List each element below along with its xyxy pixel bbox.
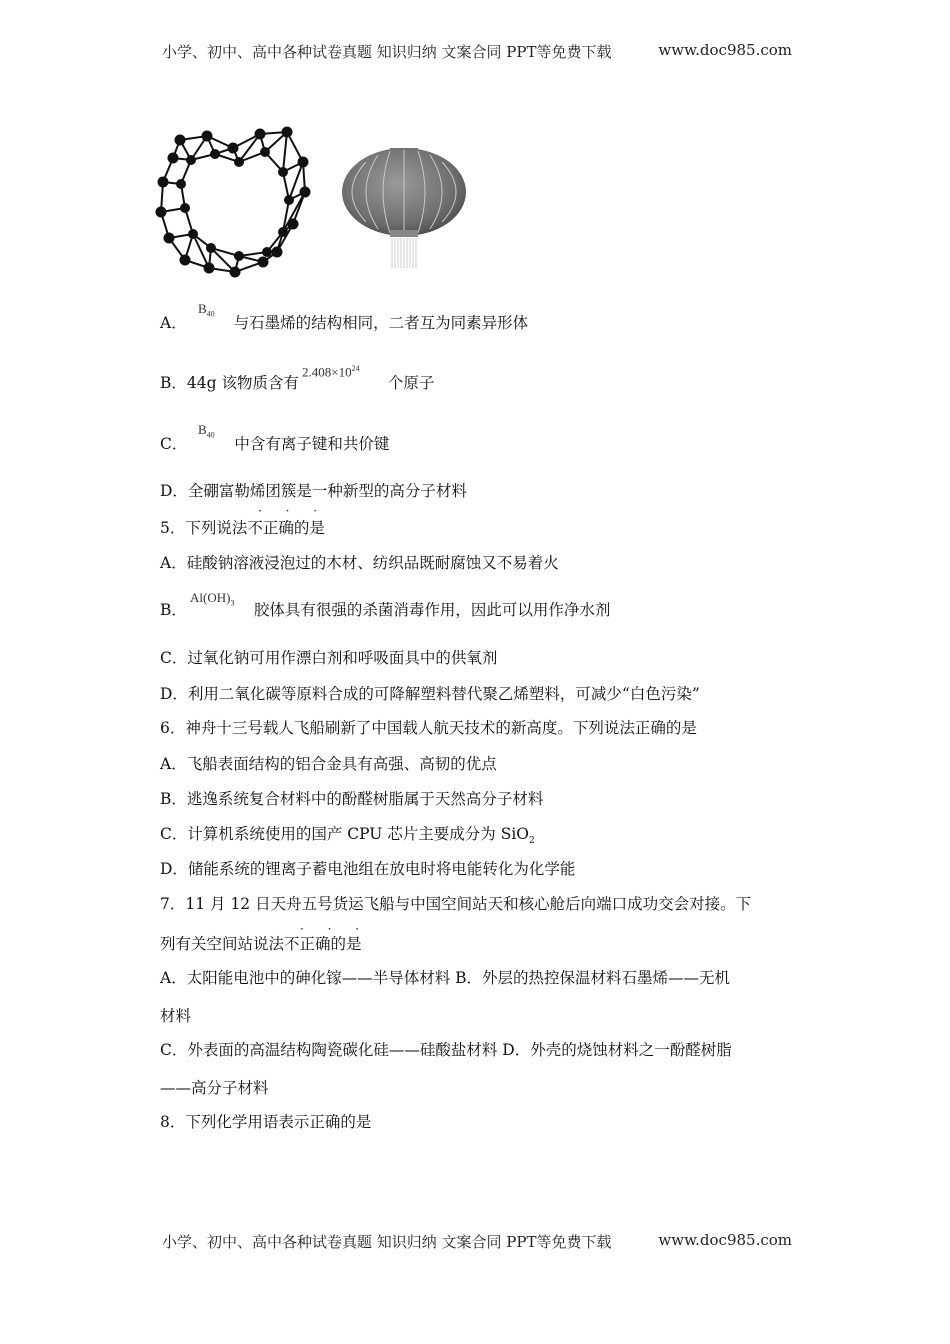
q6-stem: 6．神舟十三号载人飞船刷新了中国载人航天技术的新高度。下列说法正确的是: [160, 719, 697, 737]
option-text: C．计算机系统使用的国产 CPU 芯片主要成分为 SiO: [160, 825, 530, 843]
emphasis-dots: · · ·: [258, 504, 328, 518]
footer-url: www.doc985.com: [658, 1231, 792, 1249]
q7-options-cd-line1: C．外表面的高温结构陶瓷碳化硅——硅酸盐材料 D．外壳的烧蚀材料之一酚醛树脂: [160, 1041, 732, 1059]
option-label: C．: [160, 435, 188, 453]
subscript: 2: [529, 836, 535, 847]
q5-stem: 5．下列说法不正确的是: [160, 519, 325, 537]
q5-option-c: C．过氧化钠可用作漂白剂和呼吸面具中的供氧剂: [160, 649, 498, 667]
q5-option-d: D．利用二氧化碳等原料合成的可降解塑料替代聚乙烯塑料，可减少“白色污染”: [160, 685, 700, 703]
red-lantern-picture: [340, 122, 470, 272]
option-text: 中含有离子键和共价键: [234, 435, 390, 453]
q7-options-ab-line1: A．太阳能电池中的砷化镓——半导体材料 B．外层的热控保温材料石墨烯——无机: [160, 969, 731, 987]
q5-option-b: [160, 590, 611, 620]
header-url: www.doc985.com: [658, 41, 792, 59]
q4-option-d: D．全硼富勒烯团簇是一种新型的高分子材料: [160, 482, 467, 500]
q6-option-b: B．逃逸系统复合材料中的酚醛树脂属于天然高分子材料: [160, 790, 544, 808]
header-left-text: 小学、初中、高中各种试卷真题 知识归纳 文案合同 PPT等免费下载: [162, 43, 612, 61]
borospherene-cluster-diagram: [155, 122, 315, 282]
q5-option-a: A．硅酸钠溶液浸泡过的木材、纺织品既耐腐蚀又不易着火: [160, 554, 559, 572]
emphasis-dots: · · ·: [300, 922, 370, 936]
page-footer: [162, 1231, 792, 1252]
option-text: 胶体具有很强的杀菌消毒作用，因此可以用作净水剂: [253, 601, 611, 619]
figure-row: [155, 122, 485, 272]
q8-stem: 8．下列化学用语表示正确的是: [160, 1113, 372, 1131]
q7-stem-line1: 7．11 月 12 日天舟五号货运飞船与中国空间站天和核心舱后向端口成功交会对接。下: [160, 895, 752, 913]
q7-stem-line2: 列有关空间站说法不正确的是: [160, 935, 362, 953]
formula-b40: $B_{40}$: [198, 301, 215, 319]
q7-options-ab-line2: 材料: [160, 1007, 192, 1025]
q6-option-d: D．储能系统的锂离子蓄电池组在放电时将电能转化为化学能: [160, 860, 576, 878]
footer-left-text: 小学、初中、高中各种试卷真题 知识归纳 文案合同 PPT等免费下载: [162, 1233, 612, 1251]
q4-option-a: [160, 301, 529, 333]
page-header: [162, 41, 792, 62]
q4-option-b: [160, 364, 435, 393]
option-text: 个原子: [387, 374, 435, 392]
option-label: A．: [160, 314, 187, 332]
option-text: 与石墨烯的结构相同，二者互为同素异形体: [233, 314, 529, 332]
formula-aloh3: $Al(OH)_3$: [190, 590, 235, 608]
q6-option-a: A．飞船表面结构的铝合金具有高强、高韧的优点: [160, 755, 497, 773]
option-label: B．: [160, 601, 187, 619]
formula-b40: $B_{40}$: [198, 422, 215, 440]
q4-option-c: [160, 422, 390, 454]
option-label: B．44g 该物质含有: [160, 374, 299, 392]
q7-options-cd-line2: ——高分子材料: [160, 1079, 269, 1097]
formula-avogadro: $2.408\times 10^{24}$: [302, 364, 360, 380]
q6-option-c: [160, 824, 535, 851]
